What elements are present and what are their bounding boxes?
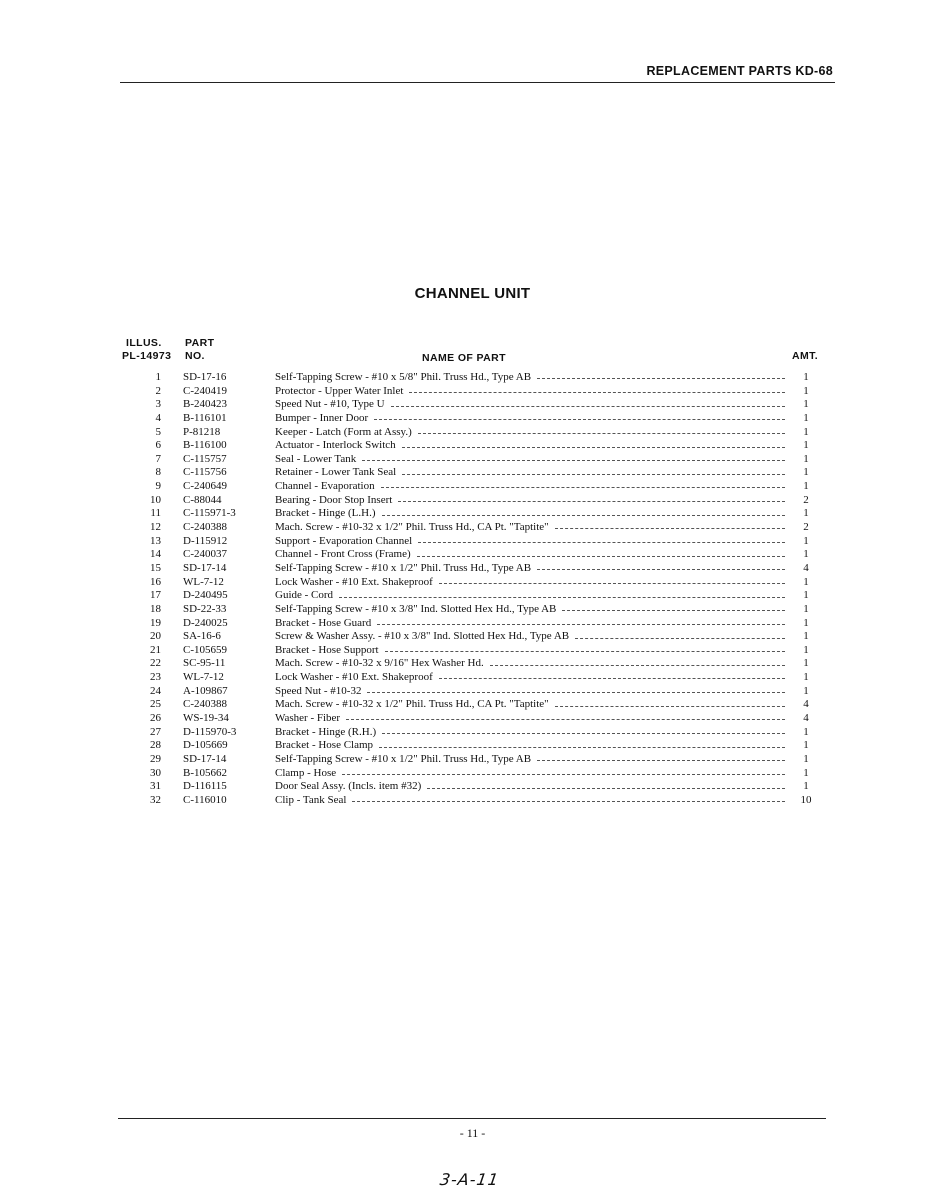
- amount: 1: [803, 616, 809, 629]
- illus-number: 24: [150, 684, 161, 697]
- amount: 1: [803, 548, 809, 561]
- part-number: WS-19-34: [183, 712, 229, 725]
- illus-number: 10: [150, 493, 161, 506]
- amount: 1: [803, 480, 809, 493]
- amount: 4: [803, 712, 809, 725]
- illus-number: 29: [150, 752, 161, 765]
- part-name-cell: [275, 494, 785, 508]
- part-number: SD-17-14: [183, 752, 227, 765]
- table-row: [120, 603, 820, 617]
- part-name-cell: [275, 439, 785, 453]
- dash-leader: [555, 528, 785, 529]
- table-row: [120, 780, 820, 794]
- part-name: Keeper - Latch (Form at Assy.): [275, 425, 412, 438]
- part-name-cell: [275, 548, 785, 562]
- part-number: C-116010: [183, 793, 227, 806]
- amount: 2: [803, 493, 809, 506]
- part-name: Clamp - Hose: [275, 766, 337, 779]
- table-row: [120, 521, 820, 535]
- part-name: Screw & Washer Assy. - #10 x 3/8" Ind. Slotted Hex Hd., Type AB: [275, 630, 570, 643]
- part-name: Mach. Screw - #10-32 x 1/2" Phil. Truss Hd., CA Pt. "Taptite": [275, 698, 549, 711]
- part-name: Washer - Fiber: [275, 712, 341, 725]
- part-name: Lock Washer - #10 Ext. Shakeproof: [275, 575, 433, 588]
- part-name-cell: [275, 698, 785, 712]
- part-number: D-115970-3: [183, 725, 237, 738]
- part-name-cell: [275, 644, 785, 658]
- dash-leader: [490, 665, 785, 666]
- part-name: Self-Tapping Screw - #10 x 5/8" Phil. Truss Hd., Type AB: [275, 371, 532, 383]
- amount: 1: [803, 684, 809, 697]
- part-name: Bracket - Hinge (L.H.): [275, 507, 376, 520]
- table-row: [120, 398, 820, 412]
- table-row: [120, 685, 820, 699]
- amount: 10: [800, 793, 812, 806]
- part-number: D-116115: [183, 780, 227, 793]
- part-name: Bracket - Hose Support: [275, 643, 379, 656]
- illus-number: 23: [150, 671, 161, 684]
- part-number: B-105662: [183, 766, 227, 779]
- part-name-cell: [275, 617, 785, 631]
- part-name-cell: [275, 562, 785, 576]
- table-row: [120, 589, 820, 603]
- amount: 1: [803, 371, 809, 383]
- part-number: C-240419: [183, 384, 227, 397]
- table-row: [120, 494, 820, 508]
- part-number: SD-17-16: [183, 371, 227, 383]
- amount: 1: [803, 507, 809, 520]
- table-row: [120, 767, 820, 781]
- table-row: [120, 507, 820, 521]
- part-name-cell: [275, 507, 785, 521]
- part-name: Mach. Screw - #10-32 x 1/2" Phil. Truss Hd., CA Pt. "Taptite": [275, 521, 549, 534]
- part-number: C-115757: [183, 452, 227, 465]
- illus-number: 14: [150, 548, 161, 561]
- dash-leader: [367, 692, 785, 693]
- dash-leader: [439, 583, 785, 584]
- part-number: B-116101: [183, 411, 227, 424]
- illus-number: 19: [150, 616, 161, 629]
- dash-leader: [362, 460, 785, 461]
- part-name: Retainer - Lower Tank Seal: [275, 466, 397, 479]
- illus-number: 27: [150, 725, 161, 738]
- part-name: Bracket - Hose Guard: [275, 616, 372, 629]
- part-name-cell: [275, 685, 785, 699]
- table-row: [120, 617, 820, 631]
- table-row: [120, 657, 820, 671]
- amount: 1: [803, 384, 809, 397]
- table-row: [120, 753, 820, 767]
- part-name: Lock Washer - #10 Ext. Shakeproof: [275, 671, 433, 684]
- dash-leader: [562, 610, 785, 611]
- part-name: Speed Nut - #10-32: [275, 684, 362, 697]
- part-name: Clip - Tank Seal: [275, 793, 347, 806]
- illus-number: 6: [155, 439, 161, 452]
- dash-leader: [575, 638, 785, 639]
- part-name-cell: [275, 712, 785, 726]
- part-number: SC-95-11: [183, 657, 226, 670]
- illus-number: 11: [150, 507, 161, 520]
- page-number: - 11 -: [459, 1126, 486, 1140]
- table-row: [120, 426, 820, 440]
- part-header-line2: NO.: [185, 350, 205, 362]
- amount: 1: [803, 643, 809, 656]
- dash-leader: [342, 774, 785, 775]
- amount: 2: [803, 521, 809, 534]
- part-header-line1: PART: [185, 337, 215, 349]
- illus-number: 3: [155, 398, 161, 411]
- amount: 1: [803, 466, 809, 479]
- table-row: [120, 453, 820, 467]
- part-number: D-115912: [183, 534, 228, 547]
- part-number: C-115971-3: [183, 507, 236, 520]
- part-name-cell: [275, 576, 785, 590]
- illus-number: 15: [150, 561, 161, 574]
- amount: 4: [803, 561, 809, 574]
- table-row: [120, 480, 820, 494]
- dash-leader: [537, 378, 785, 379]
- amount: 1: [803, 780, 809, 793]
- illus-number: 17: [150, 589, 161, 602]
- dash-leader: [418, 433, 785, 434]
- dash-leader: [377, 624, 785, 625]
- part-number: C-105659: [183, 643, 227, 656]
- part-name-cell: [275, 739, 785, 753]
- dash-leader: [439, 678, 785, 679]
- part-name: Seal - Lower Tank: [275, 452, 357, 465]
- part-name-cell: [275, 466, 785, 480]
- dash-leader: [385, 651, 785, 652]
- part-name-cell: [275, 535, 785, 549]
- dash-leader: [402, 474, 785, 475]
- dash-leader: [382, 515, 786, 516]
- part-number: C-240037: [183, 548, 227, 561]
- part-name: Self-Tapping Screw - #10 x 3/8" Ind. Slotted Hex Hd., Type AB: [275, 602, 557, 615]
- illus-number: 5: [155, 425, 161, 438]
- part-number: SA-16-6: [183, 630, 221, 643]
- table-row: [120, 439, 820, 453]
- part-name-cell: [275, 767, 785, 781]
- part-name: Guide - Cord: [275, 589, 334, 602]
- part-number: WL-7-12: [183, 575, 224, 588]
- dash-leader: [382, 733, 785, 734]
- table-row: [120, 630, 820, 644]
- part-number: P-81218: [183, 425, 221, 438]
- part-number: C-240388: [183, 521, 227, 534]
- table-row: [120, 576, 820, 590]
- part-name-cell: [275, 657, 785, 671]
- amount: 1: [803, 657, 809, 670]
- dash-leader: [374, 419, 785, 420]
- part-name: Speed Nut - #10, Type U: [275, 398, 385, 411]
- amount: 1: [803, 411, 809, 424]
- amount: 1: [803, 630, 809, 643]
- illus-header-line1: ILLUS.: [126, 337, 162, 349]
- part-number: D-240495: [183, 589, 228, 602]
- illus-number: 18: [150, 602, 161, 615]
- amount: 1: [803, 534, 809, 547]
- illus-number: 13: [150, 534, 161, 547]
- part-name: Bracket - Hose Clamp: [275, 739, 374, 752]
- part-name: Self-Tapping Screw - #10 x 1/2" Phil. Truss Hd., Type AB: [275, 561, 532, 574]
- illus-number: 20: [150, 630, 161, 643]
- page-header-title: REPLACEMENT PARTS KD-68: [646, 64, 833, 78]
- amount: 1: [803, 752, 809, 765]
- illus-number: 12: [150, 521, 161, 534]
- part-name: Channel - Front Cross (Frame): [275, 548, 411, 561]
- dash-leader: [555, 706, 785, 707]
- part-name: Door Seal Assy. (Incls. item #32): [275, 780, 422, 793]
- table-row: [120, 371, 820, 385]
- parts-list: [120, 371, 820, 808]
- illus-number: 4: [155, 411, 161, 424]
- table-row: [120, 671, 820, 685]
- amount: 1: [803, 575, 809, 588]
- part-name-cell: [275, 371, 785, 385]
- part-name-cell: [275, 671, 785, 685]
- dash-leader: [409, 392, 785, 393]
- dash-leader: [418, 542, 785, 543]
- amount: 1: [803, 425, 809, 438]
- section-title: CHANNEL UNIT: [414, 285, 531, 302]
- dash-leader: [417, 556, 785, 557]
- amount: 1: [803, 398, 809, 411]
- table-row: [120, 739, 820, 753]
- part-number: D-240025: [183, 616, 228, 629]
- illus-number: 25: [150, 698, 161, 711]
- table-row: [120, 726, 820, 740]
- dash-leader: [537, 569, 785, 570]
- part-number: B-240423: [183, 398, 227, 411]
- part-name: Bearing - Door Stop Insert: [275, 493, 393, 506]
- table-row: [120, 644, 820, 658]
- illus-number: 2: [155, 384, 161, 397]
- part-name: Bumper - Inner Door: [275, 411, 369, 424]
- part-name-cell: [275, 603, 785, 617]
- illus-number: 31: [150, 780, 161, 793]
- dash-leader: [398, 501, 785, 502]
- amount: 1: [803, 725, 809, 738]
- amount: 1: [803, 452, 809, 465]
- amount: 1: [803, 589, 809, 602]
- part-number: C-88044: [183, 493, 222, 506]
- dash-leader: [391, 406, 785, 407]
- illus-number: 7: [155, 452, 161, 465]
- part-name-cell: [275, 426, 785, 440]
- dash-leader: [537, 760, 785, 761]
- amount: 1: [803, 602, 809, 615]
- part-number: C-240649: [183, 480, 227, 493]
- dash-leader: [379, 747, 785, 748]
- part-name-cell: [275, 480, 785, 494]
- dash-leader: [339, 597, 785, 598]
- amount: 1: [803, 739, 809, 752]
- dash-leader: [381, 487, 785, 488]
- illus-number: 32: [150, 793, 161, 806]
- part-name: Mach. Screw - #10-32 x 9/16" Hex Washer Hd.: [275, 657, 484, 670]
- dash-leader: [352, 801, 785, 802]
- part-name-cell: [275, 780, 785, 794]
- table-row: [120, 412, 820, 426]
- illus-header-line2: PL-14973: [122, 350, 172, 362]
- dash-leader: [427, 788, 785, 789]
- part-name-cell: [275, 412, 785, 426]
- part-name-cell: [275, 630, 785, 644]
- part-name-cell: [275, 398, 785, 412]
- part-name: Protector - Upper Water Inlet: [275, 384, 404, 397]
- part-number: SD-22-33: [183, 602, 227, 615]
- part-name-cell: [275, 453, 785, 467]
- illus-number: 21: [150, 643, 161, 656]
- amount: 4: [803, 698, 809, 711]
- header-divider: [120, 82, 835, 83]
- amount: 1: [803, 671, 809, 684]
- part-number: C-240388: [183, 698, 227, 711]
- table-row: [120, 794, 820, 808]
- part-name: Support - Evaporation Channel: [275, 534, 413, 547]
- illus-number: 28: [150, 739, 161, 752]
- part-number: C-115756: [183, 466, 227, 479]
- dash-leader: [402, 447, 785, 448]
- table-row: [120, 562, 820, 576]
- part-name-cell: [275, 726, 785, 740]
- illus-number: 22: [150, 657, 161, 670]
- dash-leader: [346, 719, 785, 720]
- part-number: B-116100: [183, 439, 227, 452]
- part-number: D-105669: [183, 739, 228, 752]
- part-name: Self-Tapping Screw - #10 x 1/2" Phil. Truss Hd., Type AB: [275, 752, 532, 765]
- part-name-cell: [275, 589, 785, 603]
- table-row: [120, 385, 820, 399]
- handwritten-reference: 3-A-11: [438, 1170, 501, 1189]
- table-row: [120, 698, 820, 712]
- part-number: WL-7-12: [183, 671, 224, 684]
- part-name: Actuator - Interlock Switch: [275, 439, 396, 452]
- footer-divider: [118, 1118, 826, 1119]
- illus-number: 30: [150, 766, 161, 779]
- amt-header: AMT.: [792, 350, 819, 362]
- illus-number: 9: [155, 480, 161, 493]
- part-name-cell: [275, 385, 785, 399]
- name-header: NAME OF PART: [422, 352, 506, 364]
- table-row: [120, 466, 820, 480]
- amount: 1: [803, 766, 809, 779]
- part-number: A-109867: [183, 684, 228, 697]
- table-row: [120, 712, 820, 726]
- table-row: [120, 548, 820, 562]
- illus-number: 16: [150, 575, 161, 588]
- part-name: Channel - Evaporation: [275, 480, 375, 493]
- part-name: Bracket - Hinge (R.H.): [275, 725, 377, 738]
- part-name-cell: [275, 794, 785, 808]
- illus-number: 8: [155, 466, 161, 479]
- part-number: SD-17-14: [183, 561, 227, 574]
- table-row: [120, 535, 820, 549]
- part-name-cell: [275, 753, 785, 767]
- illus-number: 26: [150, 712, 161, 725]
- part-name-cell: [275, 521, 785, 535]
- illus-number: 1: [155, 371, 161, 383]
- amount: 1: [803, 439, 809, 452]
